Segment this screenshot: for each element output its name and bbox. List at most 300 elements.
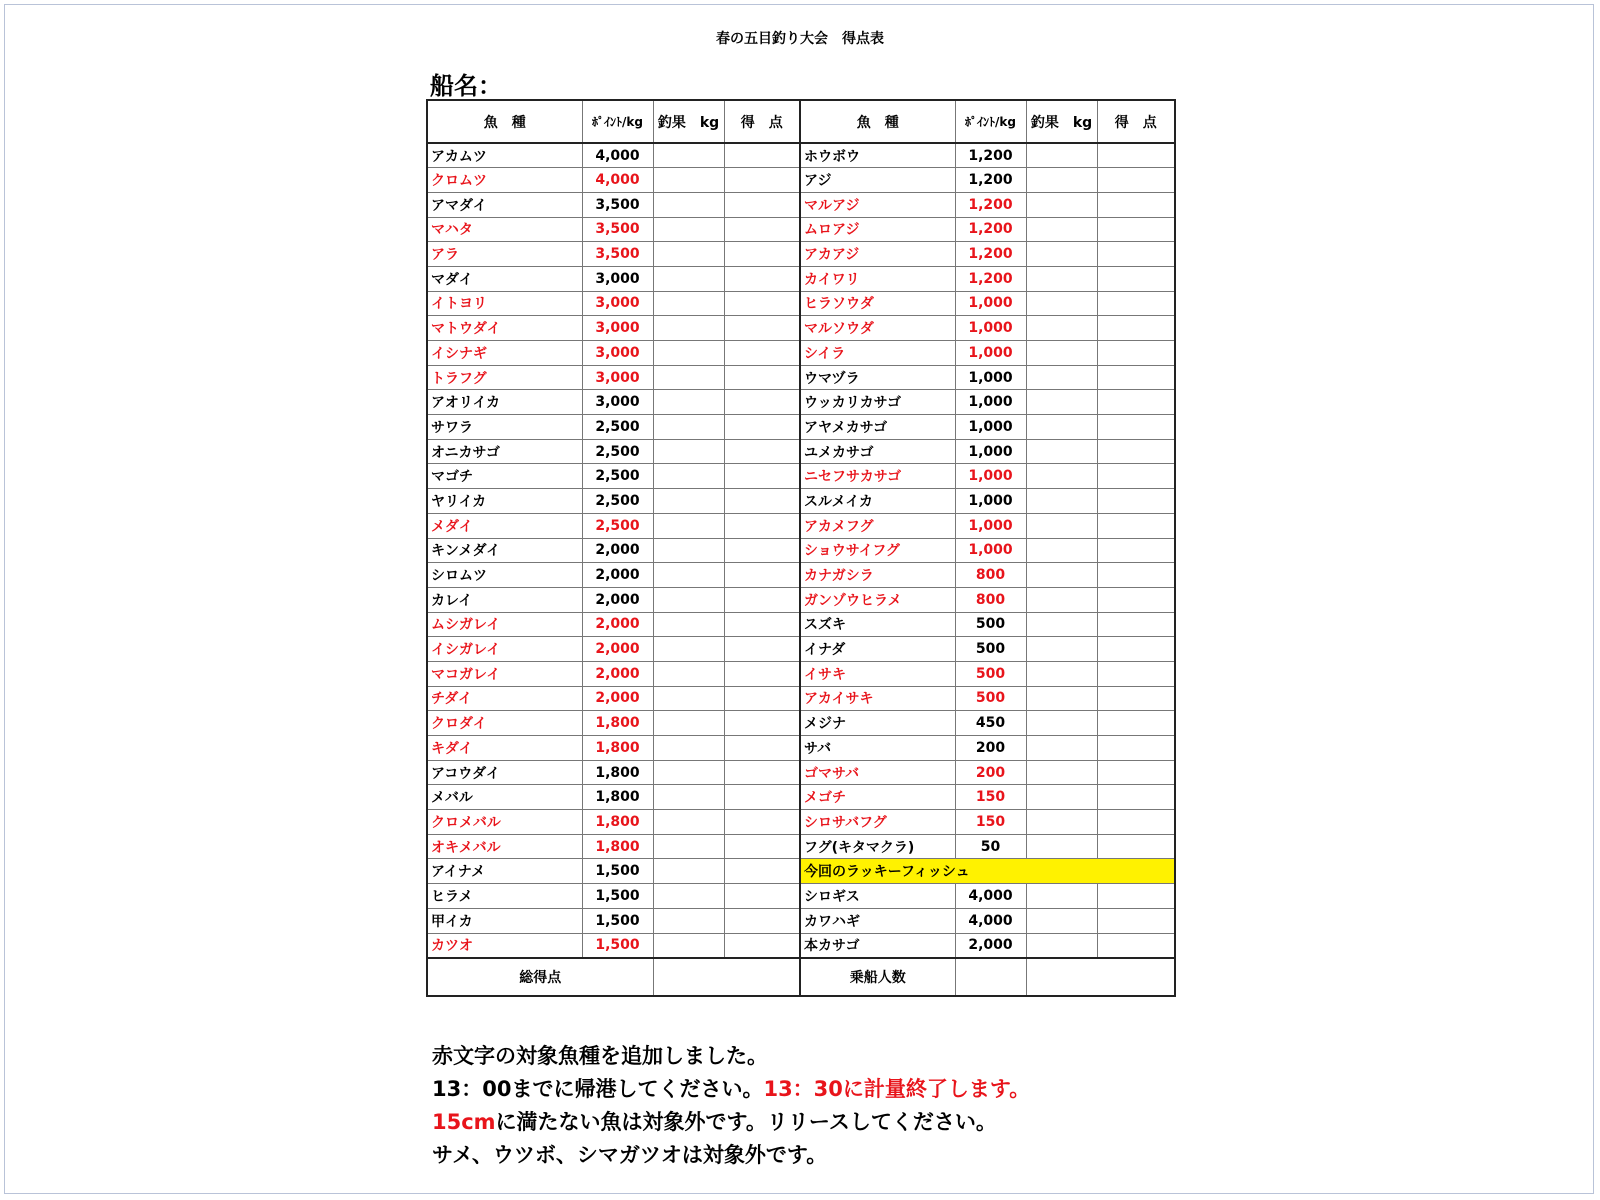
score-cell[interactable] (724, 760, 800, 785)
catch-kg-cell[interactable] (653, 242, 724, 267)
catch-kg-cell[interactable] (1026, 538, 1097, 563)
table-row (427, 316, 1175, 341)
score-cell[interactable] (724, 810, 800, 835)
score-cell[interactable] (724, 513, 800, 538)
table-row (427, 266, 1175, 291)
note-line-1: 赤文字の対象魚種を追加しました。 (432, 1044, 768, 1068)
score-cell[interactable] (724, 736, 800, 761)
score-cell[interactable] (1097, 489, 1175, 514)
fish-name: オキメバル (427, 834, 582, 859)
fish-name: ヤリイカ (427, 489, 582, 514)
header-points-left: ﾎﾟｲﾝﾄ/kg (582, 100, 653, 143)
catch-kg-cell[interactable] (653, 760, 724, 785)
catch-kg-cell[interactable] (1026, 266, 1097, 291)
score-cell[interactable] (1097, 168, 1175, 193)
fish-name: クロムツ (427, 168, 582, 193)
total-score-cell[interactable] (653, 958, 800, 996)
catch-kg-cell[interactable] (1026, 760, 1097, 785)
score-cell[interactable] (1097, 513, 1175, 538)
score-cell[interactable] (1097, 192, 1175, 217)
score-cell[interactable] (724, 439, 800, 464)
fish-points: 4,000 (582, 168, 653, 193)
note-line-3 (432, 1106, 1030, 1139)
fish-name: アカイサキ (800, 686, 955, 711)
catch-kg-cell[interactable] (653, 736, 724, 761)
fish-name: マハタ (427, 217, 582, 242)
fish-name: ニセフサカサゴ (800, 464, 955, 489)
fish-points: 3,500 (582, 192, 653, 217)
lucky-fish-label: 今回のラッキーフィッシュ (800, 859, 1175, 884)
fish-points: 4,000 (955, 884, 1026, 909)
score-cell[interactable] (1097, 834, 1175, 859)
fish-name: カツオ (427, 933, 582, 958)
score-cell[interactable] (1097, 810, 1175, 835)
catch-kg-cell[interactable] (1026, 513, 1097, 538)
header-catch-right: 釣果 kg (1026, 100, 1097, 143)
score-cell[interactable] (1097, 711, 1175, 736)
table-row (427, 513, 1175, 538)
score-cell[interactable] (1097, 439, 1175, 464)
catch-kg-cell[interactable] (1026, 464, 1097, 489)
score-cell[interactable] (724, 464, 800, 489)
fish-points: 500 (955, 612, 1026, 637)
catch-kg-cell[interactable] (1026, 341, 1097, 366)
score-cell[interactable] (724, 217, 800, 242)
fish-name: シロムツ (427, 563, 582, 588)
note-line-3-black: に満たない魚は対象外です。リリースしてください。 (495, 1110, 997, 1134)
fish-points: 150 (955, 810, 1026, 835)
catch-kg-cell[interactable] (653, 661, 724, 686)
score-cell[interactable] (724, 266, 800, 291)
catch-kg-cell[interactable] (653, 810, 724, 835)
score-cell[interactable] (724, 785, 800, 810)
fish-name: シロサバフグ (800, 810, 955, 835)
fish-points: 1,000 (955, 365, 1026, 390)
catch-kg-cell[interactable] (653, 686, 724, 711)
catch-kg-cell[interactable] (653, 637, 724, 662)
fish-points: 1,000 (955, 390, 1026, 415)
note-line-2-black: 13：00までに帰港してください。 (432, 1077, 764, 1101)
fish-points: 2,000 (955, 933, 1026, 958)
fish-name: キンメダイ (427, 538, 582, 563)
fish-name: アヤメカサゴ (800, 415, 955, 440)
total-blank-cell (1026, 958, 1175, 996)
fish-name: 本カサゴ (800, 933, 955, 958)
catch-kg-cell[interactable] (1026, 143, 1097, 168)
catch-kg-cell[interactable] (653, 316, 724, 341)
score-cell[interactable] (1097, 933, 1175, 958)
fish-name: シイラ (800, 341, 955, 366)
catch-kg-cell[interactable] (1026, 834, 1097, 859)
fish-points: 150 (955, 785, 1026, 810)
table-row (427, 390, 1175, 415)
fish-points: 2,500 (582, 439, 653, 464)
table-row (427, 760, 1175, 785)
fish-name: マトウダイ (427, 316, 582, 341)
fish-points: 2,000 (582, 661, 653, 686)
table-row (427, 884, 1175, 909)
catch-kg-cell[interactable] (653, 192, 724, 217)
score-cell[interactable] (724, 143, 800, 168)
catch-kg-cell[interactable] (653, 834, 724, 859)
catch-kg-cell[interactable] (653, 439, 724, 464)
catch-kg-cell[interactable] (653, 933, 724, 958)
fish-points: 3,000 (582, 365, 653, 390)
catch-kg-cell[interactable] (1026, 563, 1097, 588)
fish-points: 2,000 (582, 563, 653, 588)
fish-points: 2,000 (582, 587, 653, 612)
catch-kg-cell[interactable] (1026, 933, 1097, 958)
table-row (427, 859, 1175, 884)
catch-kg-cell[interactable] (1026, 785, 1097, 810)
fish-points: 200 (955, 760, 1026, 785)
score-cell[interactable] (1097, 365, 1175, 390)
table-row (427, 365, 1175, 390)
table-row (427, 933, 1175, 958)
header-fish-left: 魚 種 (427, 100, 582, 143)
score-cell[interactable] (724, 192, 800, 217)
notes-block (432, 1040, 1030, 1172)
catch-kg-cell[interactable] (653, 390, 724, 415)
score-cell[interactable] (724, 365, 800, 390)
fish-points: 1,200 (955, 168, 1026, 193)
fish-name: クロダイ (427, 711, 582, 736)
catch-kg-cell[interactable] (1026, 587, 1097, 612)
score-cell[interactable] (1097, 217, 1175, 242)
fish-name: マダイ (427, 266, 582, 291)
catch-kg-cell[interactable] (653, 563, 724, 588)
fish-points: 1,000 (955, 316, 1026, 341)
fish-name: イシガレイ (427, 637, 582, 662)
fish-name: クロメバル (427, 810, 582, 835)
fish-points: 3,000 (582, 341, 653, 366)
fish-points: 1,800 (582, 736, 653, 761)
fish-points: 2,500 (582, 489, 653, 514)
fish-name: イナダ (800, 637, 955, 662)
fish-points: 1,500 (582, 884, 653, 909)
catch-kg-cell[interactable] (1026, 415, 1097, 440)
table-row (427, 711, 1175, 736)
score-cell[interactable] (724, 489, 800, 514)
fish-points: 1,500 (582, 908, 653, 933)
fish-points: 1,000 (955, 464, 1026, 489)
catch-kg-cell[interactable] (653, 291, 724, 316)
score-cell[interactable] (1097, 538, 1175, 563)
fish-points: 3,500 (582, 217, 653, 242)
catch-kg-cell[interactable] (653, 859, 724, 884)
table-row (427, 538, 1175, 563)
catch-kg-cell[interactable] (653, 612, 724, 637)
catch-kg-cell[interactable] (1026, 661, 1097, 686)
fish-points: 3,000 (582, 390, 653, 415)
score-cell[interactable] (1097, 661, 1175, 686)
note-line-2 (432, 1073, 1030, 1106)
fish-name: ホウボウ (800, 143, 955, 168)
catch-kg-cell[interactable] (1026, 810, 1097, 835)
fish-name: マルアジ (800, 192, 955, 217)
catch-kg-cell[interactable] (1026, 168, 1097, 193)
fish-name: アコウダイ (427, 760, 582, 785)
score-cell[interactable] (724, 661, 800, 686)
fish-points: 50 (955, 834, 1026, 859)
table-row (427, 612, 1175, 637)
fish-points: 1,000 (955, 439, 1026, 464)
score-cell[interactable] (1097, 415, 1175, 440)
fish-name: メジナ (800, 711, 955, 736)
score-cell[interactable] (1097, 760, 1175, 785)
fish-name: イサキ (800, 661, 955, 686)
catch-kg-cell[interactable] (653, 785, 724, 810)
fish-name: カワハギ (800, 908, 955, 933)
score-cell[interactable] (724, 242, 800, 267)
score-cell[interactable] (1097, 884, 1175, 909)
table-row (427, 785, 1175, 810)
table-row (427, 168, 1175, 193)
table-row (427, 217, 1175, 242)
score-cell[interactable] (724, 390, 800, 415)
score-cell[interactable] (1097, 143, 1175, 168)
catch-kg-cell[interactable] (1026, 291, 1097, 316)
table-row (427, 637, 1175, 662)
table-row (427, 563, 1175, 588)
fish-name: ヒラメ (427, 884, 582, 909)
fish-name: ユメカサゴ (800, 439, 955, 464)
catch-kg-cell[interactable] (1026, 192, 1097, 217)
fish-points: 4,000 (955, 908, 1026, 933)
header-catch-left: 釣果 kg (653, 100, 724, 143)
fish-points: 1,000 (955, 415, 1026, 440)
catch-kg-cell[interactable] (653, 489, 724, 514)
fish-name: 甲イカ (427, 908, 582, 933)
fish-points: 200 (955, 736, 1026, 761)
fish-name: ウッカリカサゴ (800, 390, 955, 415)
fish-name: ムシガレイ (427, 612, 582, 637)
score-cell[interactable] (1097, 390, 1175, 415)
fish-name: アオリイカ (427, 390, 582, 415)
catch-kg-cell[interactable] (1026, 686, 1097, 711)
catch-kg-cell[interactable] (653, 513, 724, 538)
score-cell[interactable] (1097, 637, 1175, 662)
fish-points: 1,800 (582, 785, 653, 810)
fish-name: ショウサイフグ (800, 538, 955, 563)
fish-points: 2,000 (582, 637, 653, 662)
score-cell[interactable] (724, 415, 800, 440)
fish-points: 800 (955, 587, 1026, 612)
score-cell[interactable] (724, 834, 800, 859)
score-cell[interactable] (724, 859, 800, 884)
catch-kg-cell[interactable] (1026, 439, 1097, 464)
total-row (427, 958, 1175, 996)
score-cell[interactable] (724, 933, 800, 958)
score-cell[interactable] (1097, 785, 1175, 810)
table-row (427, 143, 1175, 168)
score-cell[interactable] (1097, 612, 1175, 637)
fish-points: 1,200 (955, 242, 1026, 267)
table-row (427, 192, 1175, 217)
catch-kg-cell[interactable] (653, 587, 724, 612)
score-cell[interactable] (1097, 316, 1175, 341)
header-points-right: ﾎﾟｲﾝﾄ/kg (955, 100, 1026, 143)
fish-points: 2,000 (582, 612, 653, 637)
score-cell[interactable] (1097, 587, 1175, 612)
score-cell[interactable] (724, 291, 800, 316)
score-cell[interactable] (1097, 242, 1175, 267)
catch-kg-cell[interactable] (653, 217, 724, 242)
table-row (427, 661, 1175, 686)
catch-kg-cell[interactable] (653, 143, 724, 168)
fish-points: 1,000 (955, 538, 1026, 563)
fish-name: メダイ (427, 513, 582, 538)
score-cell[interactable] (1097, 341, 1175, 366)
table-row (427, 291, 1175, 316)
table-row (427, 834, 1175, 859)
score-cell[interactable] (724, 563, 800, 588)
catch-kg-cell[interactable] (1026, 316, 1097, 341)
score-cell[interactable] (1097, 266, 1175, 291)
table-row (427, 439, 1175, 464)
score-cell[interactable] (724, 612, 800, 637)
fish-name: チダイ (427, 686, 582, 711)
catch-kg-cell[interactable] (653, 341, 724, 366)
fish-points: 3,500 (582, 242, 653, 267)
catch-kg-cell[interactable] (653, 168, 724, 193)
score-cell[interactable] (724, 908, 800, 933)
catch-kg-cell[interactable] (653, 464, 724, 489)
score-cell[interactable] (724, 686, 800, 711)
table-row (427, 341, 1175, 366)
score-cell[interactable] (724, 538, 800, 563)
fish-name: マルソウダ (800, 316, 955, 341)
note-line-2-red: 13：30に計量終了します。 (763, 1077, 1031, 1101)
passengers-label: 乗船人数 (800, 958, 955, 996)
score-cell[interactable] (724, 168, 800, 193)
fish-name: ムロアジ (800, 217, 955, 242)
score-cell[interactable] (1097, 736, 1175, 761)
catch-kg-cell[interactable] (1026, 365, 1097, 390)
fish-name: スズキ (800, 612, 955, 637)
note-line-3-red: 15cm (432, 1110, 496, 1134)
fish-points: 450 (955, 711, 1026, 736)
fish-name: サワラ (427, 415, 582, 440)
document-title: 春の五目釣り大会 得点表 (716, 31, 884, 47)
catch-kg-cell[interactable] (1026, 612, 1097, 637)
fish-name: サバ (800, 736, 955, 761)
score-cell[interactable] (724, 316, 800, 341)
fish-name: アイナメ (427, 859, 582, 884)
fish-points: 2,000 (582, 538, 653, 563)
fish-name: イシナギ (427, 341, 582, 366)
score-cell[interactable] (1097, 908, 1175, 933)
catch-kg-cell[interactable] (653, 266, 724, 291)
score-cell[interactable] (724, 711, 800, 736)
catch-kg-cell[interactable] (653, 884, 724, 909)
fish-name: メゴチ (800, 785, 955, 810)
catch-kg-cell[interactable] (1026, 908, 1097, 933)
fish-points: 3,000 (582, 316, 653, 341)
fish-name: フグ(キタマクラ) (800, 834, 955, 859)
catch-kg-cell[interactable] (653, 365, 724, 390)
fish-points: 1,800 (582, 760, 653, 785)
fish-points: 2,000 (582, 686, 653, 711)
score-cell[interactable] (724, 637, 800, 662)
catch-kg-cell[interactable] (1026, 242, 1097, 267)
table-row (427, 415, 1175, 440)
table-row (427, 587, 1175, 612)
fish-points: 2,500 (582, 464, 653, 489)
fish-name: ガンゾウヒラメ (800, 587, 955, 612)
catch-kg-cell[interactable] (1026, 884, 1097, 909)
fish-points: 4,000 (582, 143, 653, 168)
fish-points: 1,500 (582, 859, 653, 884)
fish-name: アマダイ (427, 192, 582, 217)
fish-points: 1,200 (955, 266, 1026, 291)
fish-name: イトヨリ (427, 291, 582, 316)
catch-kg-cell[interactable] (1026, 736, 1097, 761)
fish-name: アラ (427, 242, 582, 267)
header-fish-right: 魚 種 (800, 100, 955, 143)
fish-points: 1,200 (955, 143, 1026, 168)
fish-name: オニカサゴ (427, 439, 582, 464)
fish-points: 1,000 (955, 489, 1026, 514)
fish-points: 3,000 (582, 291, 653, 316)
catch-kg-cell[interactable] (1026, 489, 1097, 514)
fish-points: 1,000 (955, 341, 1026, 366)
fish-points: 1,500 (582, 933, 653, 958)
fish-points: 2,500 (582, 513, 653, 538)
score-cell[interactable] (1097, 563, 1175, 588)
fish-points: 500 (955, 637, 1026, 662)
score-cell[interactable] (724, 341, 800, 366)
fish-name: カナガシラ (800, 563, 955, 588)
fish-points: 3,000 (582, 266, 653, 291)
fish-name: ウマヅラ (800, 365, 955, 390)
catch-kg-cell[interactable] (1026, 711, 1097, 736)
header-score-right: 得 点 (1097, 100, 1175, 143)
score-table (426, 99, 1176, 997)
score-cell[interactable] (1097, 291, 1175, 316)
fish-name: マコガレイ (427, 661, 582, 686)
catch-kg-cell[interactable] (653, 711, 724, 736)
fish-name: アカムツ (427, 143, 582, 168)
catch-kg-cell[interactable] (653, 538, 724, 563)
fish-name: カイワリ (800, 266, 955, 291)
fish-name: アカアジ (800, 242, 955, 267)
catch-kg-cell[interactable] (1026, 217, 1097, 242)
catch-kg-cell[interactable] (653, 415, 724, 440)
fish-name: メバル (427, 785, 582, 810)
score-cell[interactable] (1097, 686, 1175, 711)
score-cell[interactable] (724, 587, 800, 612)
fish-points: 1,200 (955, 217, 1026, 242)
table-row (427, 736, 1175, 761)
fish-name: シロギス (800, 884, 955, 909)
fish-name: キダイ (427, 736, 582, 761)
fish-name: ゴマサバ (800, 760, 955, 785)
score-cell[interactable] (1097, 464, 1175, 489)
fish-name: アカメフグ (800, 513, 955, 538)
fish-name: トラフグ (427, 365, 582, 390)
catch-kg-cell[interactable] (653, 908, 724, 933)
fish-points: 1,800 (582, 711, 653, 736)
catch-kg-cell[interactable] (1026, 637, 1097, 662)
fish-points: 1,000 (955, 291, 1026, 316)
score-cell[interactable] (724, 884, 800, 909)
fish-points: 500 (955, 686, 1026, 711)
catch-kg-cell[interactable] (1026, 390, 1097, 415)
table-row (427, 908, 1175, 933)
total-score-label: 総得点 (427, 958, 653, 996)
passengers-cell[interactable] (955, 958, 1026, 996)
